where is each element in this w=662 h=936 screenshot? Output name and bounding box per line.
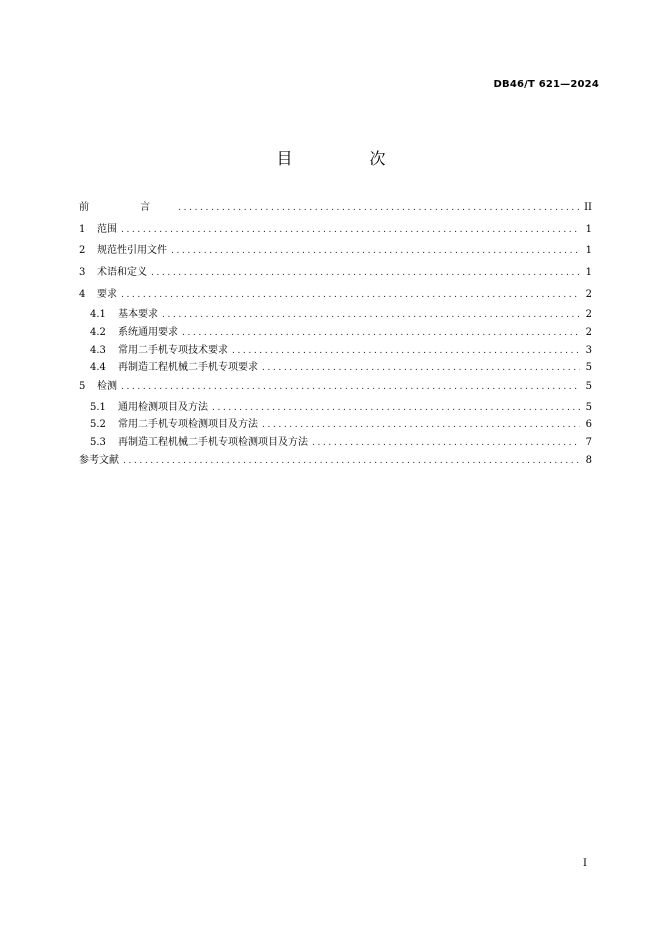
toc-page-number: 1: [585, 267, 592, 279]
toc-entry-bibliography[interactable]: [79, 453, 592, 469]
toc-leader-dots: [123, 454, 580, 470]
toc-entry-number: 5.3: [90, 436, 106, 448]
toc-entry-number: 2: [79, 245, 86, 257]
toc-entry-label: 规范性引用文件: [97, 245, 167, 257]
toc-leader-dots: [121, 288, 580, 304]
toc-entry-number: 3: [79, 267, 86, 279]
toc-entry-foreword[interactable]: [79, 200, 592, 216]
toc-entry-label: 检测: [97, 380, 117, 392]
toc-page-number: 5: [585, 401, 592, 413]
toc-entry-label: 再制造工程机械二手机专项检测项目及方法: [118, 436, 308, 448]
toc-leader-dots: [232, 345, 580, 359]
toc-leader-dots: [121, 380, 580, 396]
toc-entry-label: 基本要求: [118, 309, 158, 321]
document-code: DB46/T 621—2024: [493, 79, 599, 90]
toc-page-number: 7: [585, 436, 592, 448]
toc-entry-number: 4.2: [90, 327, 106, 339]
toc-entry-label: 常用二手机专项技术要求: [118, 344, 228, 356]
toc-page-number: 1: [585, 245, 592, 257]
toc-leader-dots: [262, 362, 580, 376]
toc-page-number: 2: [585, 288, 592, 300]
toc-entry-requirements[interactable]: [79, 287, 592, 303]
toc-leader-dots: [312, 437, 580, 451]
toc-page-number: II: [584, 202, 592, 213]
toc-entry-number: 4.3: [90, 344, 106, 356]
toc-leader-dots: [262, 419, 580, 433]
toc-entry-label: 再制造工程机械二手机专项要求: [118, 362, 258, 374]
page-title: 目 次: [276, 149, 422, 168]
toc-entry-number: 5.2: [90, 419, 106, 431]
toc-entry-normative-references[interactable]: [79, 243, 592, 259]
toc-entry-number: 5: [79, 380, 86, 392]
toc-leader-dots: [171, 244, 580, 260]
toc-page-number: 2: [585, 327, 592, 339]
toc-entry-number: 5.1: [90, 401, 106, 413]
toc-page-number: 2: [585, 309, 592, 321]
toc-entry-common-machine-testing[interactable]: [79, 418, 592, 432]
toc-entry-label: 参考文献: [79, 455, 119, 467]
table-of-contents: [79, 200, 592, 475]
toc-entry-label: 通用检测项目及方法: [118, 401, 208, 413]
toc-leader-dots: [178, 201, 580, 217]
toc-entry-label: 系统通用要求: [118, 327, 178, 339]
toc-leader-dots: [182, 327, 580, 341]
toc-page-number: 1: [585, 223, 592, 235]
toc-leader-dots: [212, 402, 580, 416]
toc-entry-label: 术语和定义: [97, 267, 147, 279]
toc-entry-scope[interactable]: [79, 222, 592, 238]
toc-entry-general-testing[interactable]: [79, 401, 592, 415]
toc-page-number: 8: [585, 455, 592, 467]
page-number: I: [583, 858, 587, 869]
toc-page-number: 5: [585, 362, 592, 374]
toc-entry-remanufactured-requirements[interactable]: [79, 361, 592, 375]
toc-entry-number: 4: [79, 288, 86, 300]
toc-entry-testing[interactable]: [79, 379, 592, 395]
toc-leader-dots: [121, 223, 580, 239]
toc-entry-label: 要求: [97, 288, 117, 300]
toc-entry-number: 4.1: [90, 309, 106, 321]
toc-entry-number: 1: [79, 223, 86, 235]
toc-entry-number: 4.4: [90, 362, 106, 374]
toc-entry-system-general-requirements[interactable]: [79, 326, 592, 340]
toc-page-number: 3: [585, 344, 592, 356]
toc-entry-terms-definitions[interactable]: [79, 265, 592, 281]
toc-entry-common-machine-requirements[interactable]: [79, 344, 592, 358]
toc-entry-label: 前 言: [79, 202, 175, 213]
toc-page-number: 6: [585, 419, 592, 431]
toc-entry-label: 范围: [97, 223, 117, 235]
toc-leader-dots: [162, 309, 580, 323]
toc-entry-remanufactured-testing[interactable]: [79, 436, 592, 450]
toc-entry-basic-requirements[interactable]: [79, 308, 592, 322]
toc-leader-dots: [151, 266, 580, 282]
toc-page-number: 5: [585, 380, 592, 392]
toc-entry-label: 常用二手机专项检测项目及方法: [118, 419, 258, 431]
